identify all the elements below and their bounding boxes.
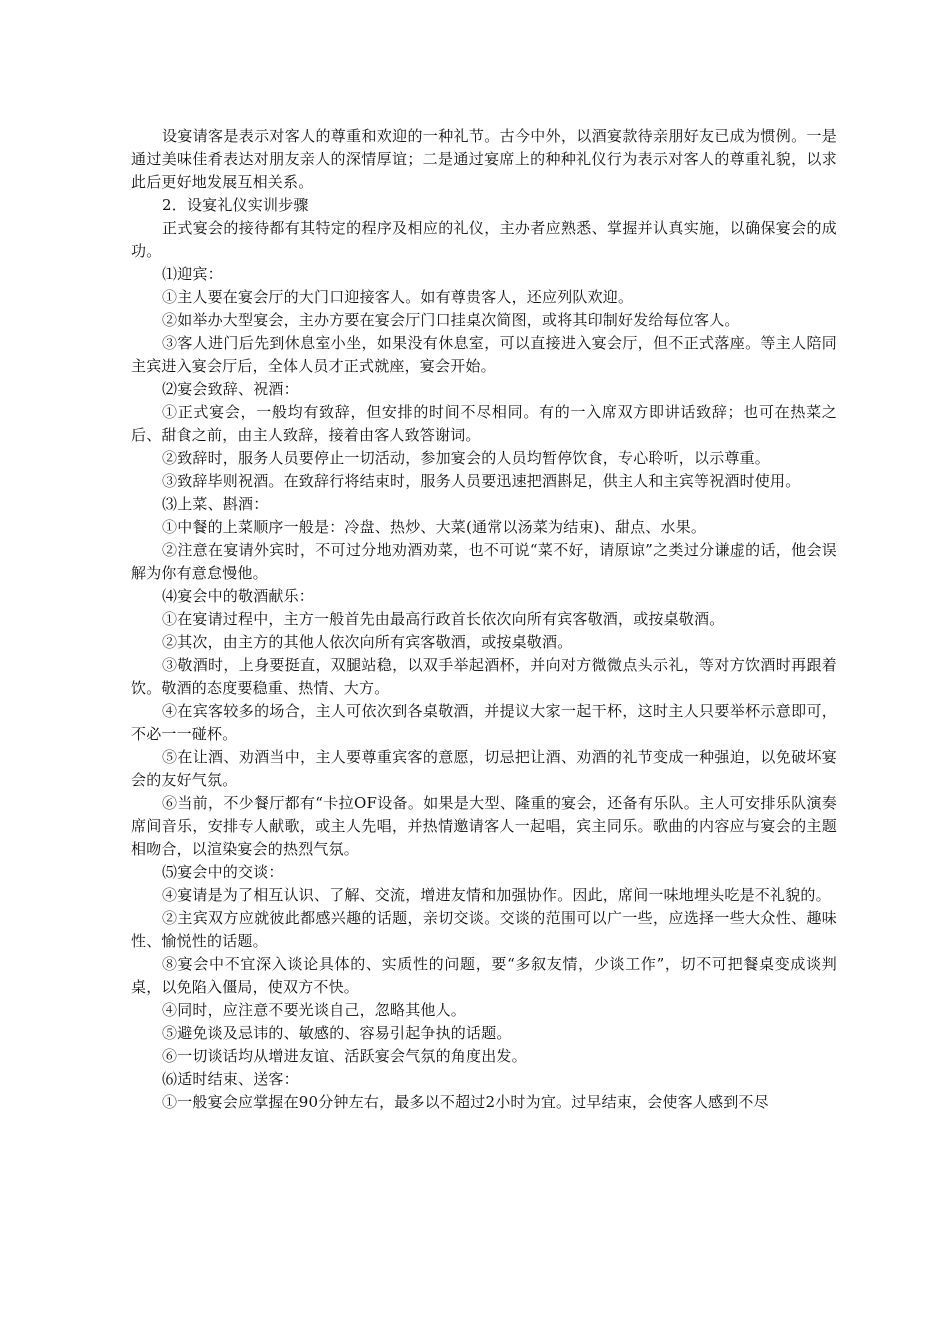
list-item: ④同时，应注意不要光谈自己，忽略其他人。 bbox=[162, 1001, 467, 1019]
list-item: ④在宾客较多的场合，主人可依次到各桌敬酒，并提议大家一起干杯，这时主人只要举杯示意即可，不必一一碰杯。 bbox=[131, 702, 837, 743]
list-item: ②注意在宴请外宾时，不可过分地劝酒劝菜，也不可说“菜不好，请原谅”之类过分谦虚的话，他会误解为你有意怠慢他。 bbox=[131, 541, 837, 582]
list-item: ②其次，由主方的其他人依次向所有宾客敬酒，或按桌敬酒。 bbox=[162, 633, 573, 651]
list-item: ②如举办大型宴会，主办方要在宴会厅门口挂桌次简图，或将其印制好发给每位客人。 bbox=[162, 311, 740, 329]
subsection-heading: ⑹适时结束、送客： bbox=[162, 1070, 299, 1088]
list-item: ⑥当前，不少餐厅都有“卡拉OF设备。如果是大型、隆重的宴会，还备有乐队。主人可安排乐队演奏席间音乐，安排专人献歌，或主人先唱，并热情邀请客人一起唱，宾主同乐。歌曲的内容应与宴会的主题相吻合，以渲染宴会的热烈气氛。 bbox=[131, 794, 837, 858]
body-paragraph: 正式宴会的接待都有其特定的程序及相应的礼仪，主办者应熟悉、掌握并认真实施，以确保宴会的成功。 bbox=[131, 219, 837, 260]
list-item: ③敬酒时，上身要挺直，双腿站稳，以双手举起酒杯，并向对方微微点头示礼，等对方饮酒时再跟着饮。敬酒的态度要稳重、热情、大方。 bbox=[131, 656, 837, 697]
list-item: ⑤在让酒、劝酒当中，主人要尊重宾客的意愿，切忌把让酒、劝酒的礼节变成一种强迫，以免破坏宴会的友好气氛。 bbox=[131, 748, 837, 789]
list-item: ①在宴请过程中，主方一般首先由最高行政首长依次向所有宾客敬酒，或按桌敬酒。 bbox=[162, 610, 725, 628]
list-item: ①主人要在宴会厅的大门口迎接客人。如有尊贵客人，还应列队欢迎。 bbox=[162, 288, 634, 306]
list-item: ①正式宴会，一般均有致辞，但安排的时间不尽相同。有的一入席双方即讲话致辞；也可在热菜之后、甜食之前，由主人致辞，接着由客人致答谢词。 bbox=[131, 403, 837, 444]
intro-paragraph: 设宴请客是表示对客人的尊重和欢迎的一种礼节。古今中外，以酒宴款待亲朋好友已成为惯例。一是通过美味佳肴表达对朋友亲人的深情厚谊；二是通过宴席上的种种礼仪行为表示对客人的尊重礼貌，以求此后更好地发展互相关系。 bbox=[131, 127, 837, 191]
section-heading: 2．设宴礼仪实训步骤 bbox=[162, 196, 309, 214]
list-item: ⑧宴会中不宜深入谈论具体的、实质性的问题，要“多叙友情，少谈工作”，切不可把餐桌变成谈判桌，以免陷入僵局，使双方不快。 bbox=[131, 955, 837, 996]
list-item: ①中餐的上菜顺序一般是：冷盘、热炒、大菜(通常以汤菜为结束)、甜点、水果。 bbox=[162, 518, 707, 536]
subsection-heading: ⑶上菜、斟酒： bbox=[162, 495, 269, 513]
list-item: ③致辞毕则祝酒。在致辞行将结束时，服务人员要迅速把酒斟足，供主人和主宾等祝酒时使用。 bbox=[162, 472, 801, 490]
list-item: ⑥一切谈话均从增进友谊、活跃宴会气氛的角度出发。 bbox=[162, 1047, 527, 1065]
list-item: ②致辞时，服务人员要停止一切活动，参加宴会的人员均暂停饮食，专心聆听，以示尊重。 bbox=[162, 449, 771, 467]
list-item: ①一般宴会应掌握在90分钟左右，最多以不超过2小时为宜。过早结束，会使客人感到不尽 bbox=[162, 1093, 769, 1111]
subsection-heading: ⑵宴会致辞、祝酒： bbox=[162, 380, 299, 398]
list-item: ④宴请是为了相互认识、了解、交流，增进友情和加强协作。因此，席间一味地埋头吃是不礼貌的。 bbox=[162, 886, 831, 904]
list-item: ②主宾双方应就彼此都感兴趣的话题，亲切交谈。交谈的范围可以广一些，应选择一些大众性、趣味性、愉悦性的话题。 bbox=[131, 909, 837, 950]
subsection-heading: ⑸宴会中的交谈： bbox=[162, 863, 284, 881]
list-item: ⑤避免谈及忌讳的、敏感的、容易引起争执的话题。 bbox=[162, 1024, 512, 1042]
subsection-heading: ⑷宴会中的敬酒献乐： bbox=[162, 587, 315, 605]
subsection-heading: ⑴迎宾： bbox=[162, 265, 223, 283]
list-item: ③客人进门后先到休息室小坐，如果没有休息室，可以直接进入宴会厅，但不正式落座。等主人陪同主宾进入宴会厅后，全体人员才正式就座，宴会开始。 bbox=[131, 334, 837, 375]
document-body bbox=[131, 125, 837, 1114]
